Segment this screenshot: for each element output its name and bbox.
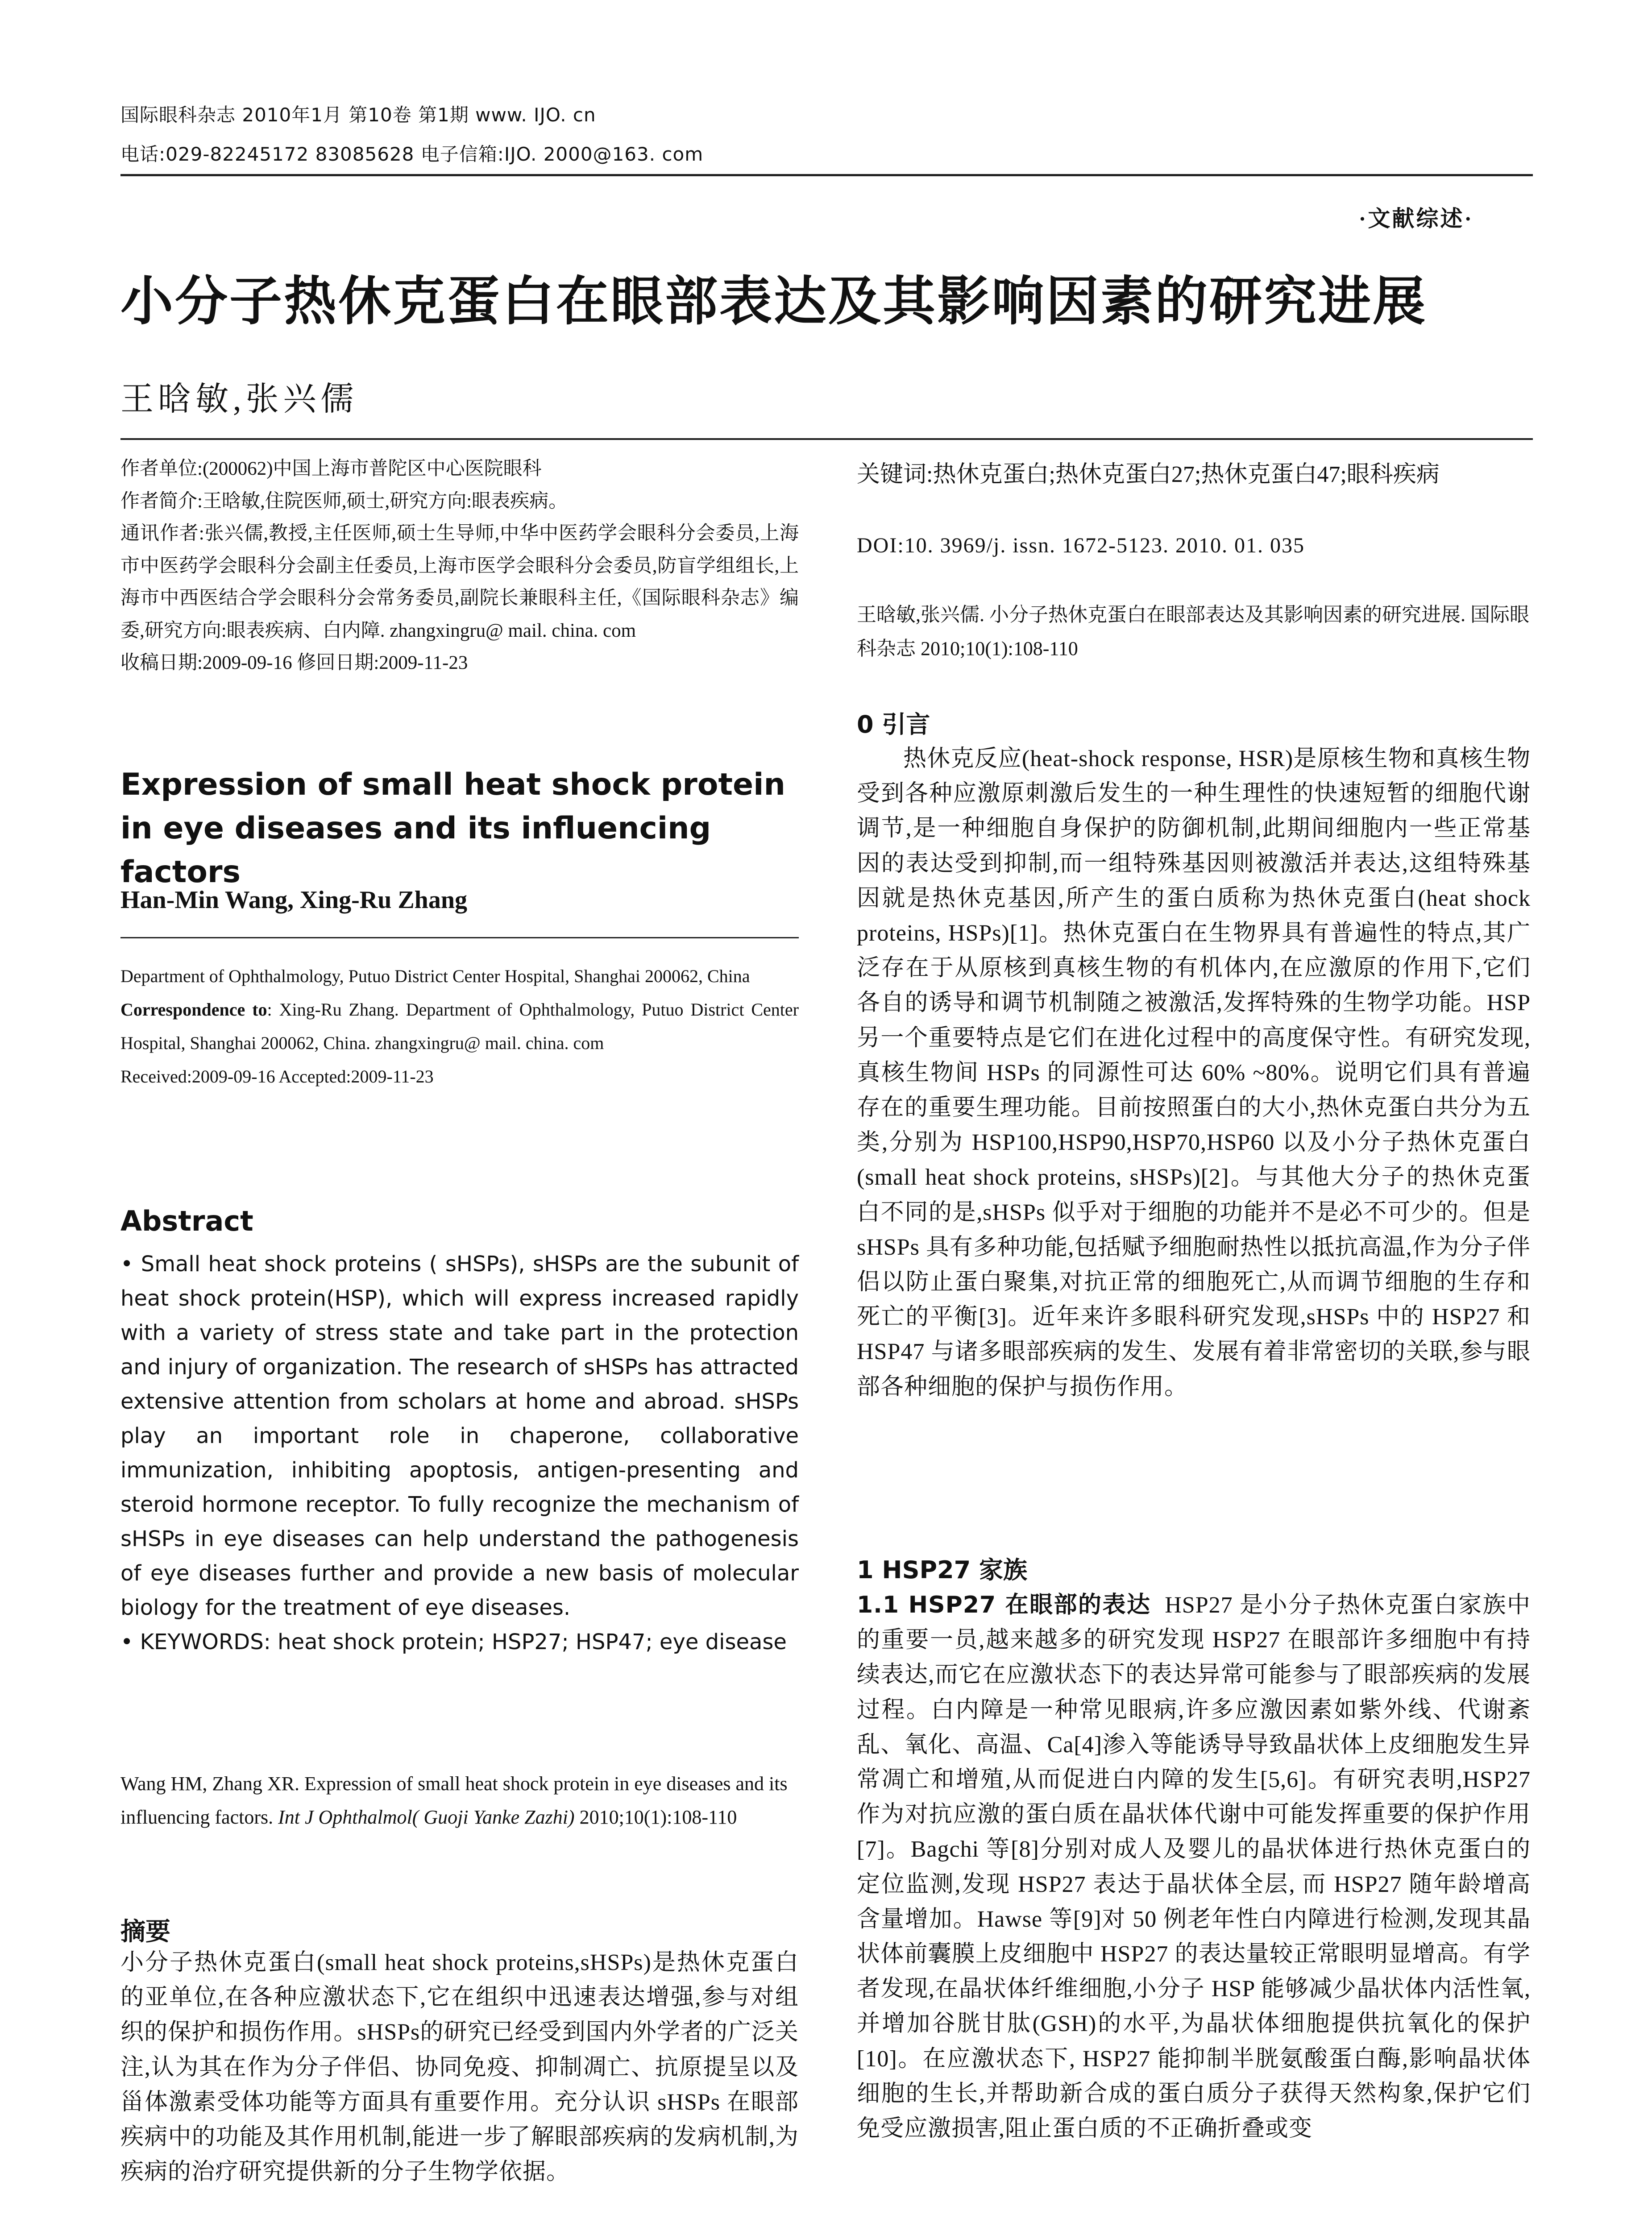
citation-en-journal: Int J Ophthalmol( Guoji Yanke Zazhi) <box>278 1806 575 1828</box>
section-0-body: 热休克反应(heat-shock response, HSR)是原核生物和真核生物受到各种应激原刺激后发生的一种生理性的快速短暂的细胞代谢调节,是一种细胞自身保护的防御机制,此期间细胞内一些正常基因的表达受到抑制,而一组特殊基因则被激活并表达,这组特殊基因就是热休克基因,所产生的蛋白质称为热休克蛋白(heat shock proteins, HSPs)[1]。热休克蛋白在生物界具有普遍性的特点,其广泛存在于从原核到真核生物的有机体内,在应激原的作用下,它们各自的诱导和调节机制随之被激活,发挥特殊的生物学功能。HSP另一个重要特点是它们在进化过程中的高度保守性。有研究发现,真核生物间 HSPs 的同源性可达 60% ~80%。说明它们具有普遍存在的重要生理功能。目前按照蛋白的大小,热休克蛋白共分为五类,分别为 HSP100,HSP90,HSP70,HSP60 以及小分子热休克蛋白(small heat shock proteins, sHSPs)[2]。与其他大分子的热休克蛋白不同的是,sHSPs 似乎对于细胞的功能并不是必不可少的。但是 sHSPs 具有多种功能,包括赋予细胞耐热性以抵抗高温,作为分子伴侣以防止蛋白聚集,对抗正常的细胞死亡,从而调节细胞的生存和死亡的平衡[3]。近年来许多眼科研究发现,sHSPs 中的 HSP27 和 HSP47 与诸多眼部疾病的发生、发展有着非常密切的关联,参与眼部各种细胞的保护与损伤作用。 <box>857 746 1531 1400</box>
doi: DOI:10. 3969/j. issn. 1672-5123. 2010. 01. 035 <box>857 534 1305 557</box>
article-title-cn: 小分子热休克蛋白在眼部表达及其影响因素的研究进展 <box>120 270 1428 332</box>
journal-header-line-1: 国际眼科杂志 2010年1月 第10卷 第1期 www. IJO. cn <box>120 104 596 126</box>
section-1-1-body: HSP27 是小分子热休克蛋白家族中的重要一员,越来越多的研究发现 HSP27 在眼部许多细胞中有持续表达,而它在应激状态下的表达异常可能参与了眼部疾病的发展过程。白内障是一种常见眼病,许多应激因素如紫外线、代谢紊乱、氧化、高温、Ca[4]渗入等能诱导导致晶状体上皮细胞发生异常凋亡和增殖,从而促进白内障的发生[5,6]。有研究表明,HSP27 作为对抗应激的蛋白质在晶状体代谢中可能发挥重要的保护作用[7]。Bagchi 等[8]分别对成人及婴儿的晶状体进行热休克蛋白的定位监测,发现 HSP27 表达于晶状体全层, 而 HSP27 随年龄增高含量增加。Hawse 等[9]对 50 例老年性白内障进行检测,发现其晶状体前囊膜上皮细胞中 HSP27 的表达量较正常眼明显增高。有学者发现,在晶状体纤维细胞,小分子 HSP 能够减少晶状体内活性氧,并增加谷胱甘肽(GSH)的水平,为晶状体细胞提供抗氧化的保护[10]。在应激状态下, HSP27 能抑制半胱氨酸蛋白酶,影响晶状体细胞的生长,并帮助新合成的蛋白质分子获得天然构象,保护它们免受应激损害,阻止蛋白质的不正确折叠或变 <box>857 1592 1531 2142</box>
section-0-heading: 0 引言 <box>857 710 930 738</box>
article-title-en: Expression of small heat shock protein in eye diseases and its influencing factors <box>120 767 785 890</box>
section-1-heading: 1 HSP27 家族 <box>857 1556 1027 1584</box>
section-1-1-heading: 1.1 HSP27 在眼部的表达 <box>857 1592 1151 1618</box>
abstract-cn-heading: 摘要 <box>120 1917 170 1946</box>
received-en: Received:2009-09-16 Accepted:2009-11-23 <box>120 1066 434 1086</box>
citation-en <box>120 1767 799 1834</box>
correspondence-cn: 通讯作者:张兴儒,教授,主任医师,硕士生导师,中华中医药学会眼科分会委员,上海市中医药学会眼科分会副主任委员,上海市医学会眼科分会委员,防盲学组组长,上海市中西医结合学会眼科分会常务委员,副院长兼眼科主任,《国际眼科杂志》编委,研究方向:眼表疾病、白内障. zhangxingru@ mail. china. com <box>120 523 799 641</box>
keywords-cn: 关键词:热休克蛋白;热休克蛋白27;热休克蛋白47;眼科疾病 <box>857 462 1440 487</box>
authors-cn: 王晗敏,张兴儒 <box>120 381 358 418</box>
correspondence-text: : Xing-Ru Zhang. Department of Ophthalmology, Putuo District Center Hospital, Shanghai 200062, China. zhangxingru@ mail. china. com <box>120 999 799 1053</box>
author-info-cn <box>120 453 799 680</box>
abstract-cn-body: 小分子热休克蛋白(small heat shock proteins,sHSPs)是热休克蛋白的亚单位,在各种应激状态下,它在组织中迅速表达增强,参与对组织的保护和损伤作用。sHSPs的研究已经受到国内外学者的广泛关注,认为其在作为分子伴侣、协同免疫、抑制凋亡、抗原提呈以及甾体激素受体功能等方面具有重要作用。充分认识 sHSPs 在眼部疾病中的功能及其作用机制,能进一步了解眼部疾病的发病机制,为疾病的治疗研究提供新的分子生物学依据。 <box>120 1950 799 2185</box>
affiliation-block-en <box>120 959 799 1093</box>
journal-header-line-2: 电话:029-82245172 83085628 电子信箱:IJO. 2000@163. com <box>120 143 704 165</box>
author-bio-cn: 作者简介:王晗敏,住院医师,硕士,研究方向:眼表疾病。 <box>120 490 568 512</box>
abstract-text-en: • Small heat shock proteins ( sHSPs), sHSPs are the subunit of heat shock protein(HSP), which will express increased rapidly with a variety of stress state and take part in the protection and injury of organization. The research of sHSPs has attracted extensive attention from scholars at home and abroad. sHSPs play an important role in chaperone, collaborative immunization, inhibiting apoptosis, antigen-presenting and steroid hormone receptor. To fully recognize the mechanism of sHSPs in eye diseases can help understand the pathogenesis of eye diseases further and provide a new basis of molecular biology for the treatment of eye diseases. <box>120 1252 799 1620</box>
header-rule <box>120 174 1533 176</box>
dates-cn: 收稿日期:2009-09-16 修回日期:2009-11-23 <box>120 652 468 673</box>
authors-en: Han-Min Wang, Xing-Ru Zhang <box>120 886 467 914</box>
affiliation-en: Department of Ophthalmology, Putuo District Center Hospital, Shanghai 200062, China <box>120 966 750 986</box>
section-tag: ·文献综述· <box>1358 206 1474 231</box>
abstract-heading: Abstract <box>120 1205 253 1237</box>
citation-en-plain: Wang HM, Zhang XR. Expression of small heat shock protein in eye diseases and its influencing factors. <box>120 1773 788 1828</box>
correspondence-label: Correspondence to <box>120 999 267 1020</box>
keywords-en: • KEYWORDS: heat shock protein; HSP27; HSP47; eye disease <box>120 1630 787 1655</box>
en-authors-rule <box>120 937 799 938</box>
section-1-1 <box>857 1588 1531 2146</box>
affiliation-cn: 作者单位:(200062)中国上海市普陀区中心医院眼科 <box>120 458 542 479</box>
citation-en-tail: 2010;10(1):108-110 <box>574 1806 737 1828</box>
abstract-body-en <box>120 1247 799 1659</box>
citation-cn: 王晗敏,张兴儒. 小分子热休克蛋白在眼部表达及其影响因素的研究进展. 国际眼科杂志 2010;10(1):108-110 <box>857 604 1529 659</box>
title-rule <box>120 438 1533 440</box>
correspondence-en <box>120 993 799 1060</box>
